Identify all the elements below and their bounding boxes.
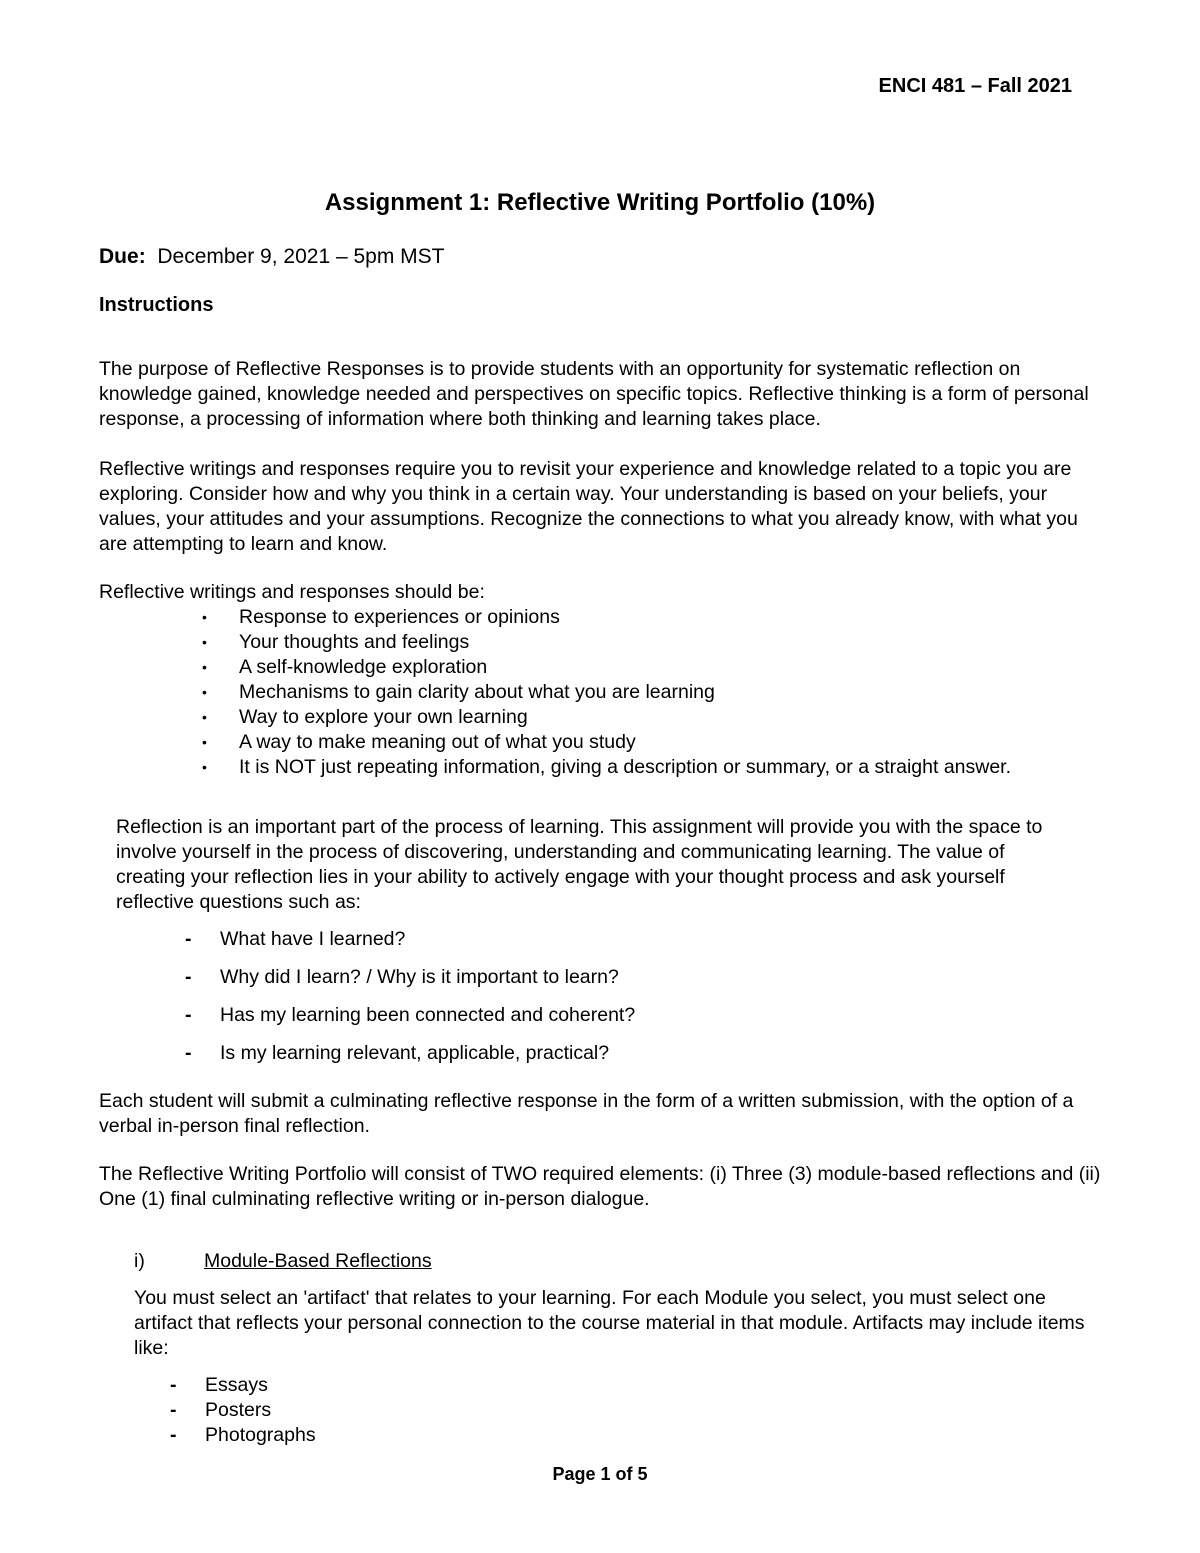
dash-icon: - (185, 1004, 192, 1026)
dash-icon: - (185, 928, 192, 950)
bullet-icon: • (202, 759, 207, 775)
list-item: • Response to experiences or opinions (202, 606, 560, 628)
bullet-icon: • (202, 659, 207, 675)
due-label: Due (99, 245, 139, 268)
list-item: - Posters (170, 1399, 272, 1421)
paragraph-submission: Each student will submit a culminating reflective response in the form of a written submission, with the option of a verbal in-person final reflection. (99, 1090, 1074, 1137)
list-item: • A way to make meaning out of what you study (202, 731, 636, 753)
bullet-icon: • (202, 684, 207, 700)
should-be-list (200, 605, 1100, 780)
paragraph-reflection: Reflection is an important part of the process of learning. This assignment will provide you with the space to involve yourself in the process of discovering, understanding and communicating learning. The value of creating your reflection lies in your ability to actively engage with your thought process and ask yourself reflective questions such as: (116, 816, 1043, 913)
dash-icon: - (185, 1042, 192, 1064)
bullet-icon: • (202, 709, 207, 725)
dash-icon: - (170, 1374, 177, 1396)
dash-icon: - (170, 1424, 177, 1446)
section-number: i) (134, 1250, 145, 1272)
section-title: Module-Based Reflections (204, 1250, 432, 1272)
bullet-icon: • (202, 734, 207, 750)
instructions-heading: Instructions (99, 294, 214, 316)
bullet-icon: • (202, 634, 207, 650)
paragraph-portfolio: The Reflective Writing Portfolio will consist of TWO required elements: (i) Three (3) module-based reflections and (ii) One (1) final culminating reflective writing or in-person dialogue. (99, 1163, 1101, 1210)
should-be-intro: Reflective writings and responses should be: (99, 581, 485, 603)
list-item: • Your thoughts and feelings (202, 631, 470, 653)
due-date (99, 243, 445, 271)
list-item: - Essays (170, 1374, 268, 1396)
course-header: ENCI 481 – Fall 2021 (878, 75, 1072, 97)
due-value: December 9, 2021 – 5pm MST (145, 245, 445, 268)
list-item: • A self-knowledge exploration (202, 656, 488, 678)
dash-icon: - (185, 966, 192, 988)
page-number: Page 1 of 5 (552, 1464, 648, 1484)
list-item: • It is NOT just repeating information, giving a description or summary, or a straight answer. (202, 756, 1012, 778)
dash-icon: - (170, 1399, 177, 1421)
list-item: • Mechanisms to gain clarity about what you are learning (202, 681, 715, 703)
reflective-questions-list (183, 927, 983, 1079)
list-item: - What have I learned? (185, 928, 406, 950)
due-colon: : (138, 245, 146, 268)
list-item: • Way to explore your own learning (202, 706, 528, 728)
list-item: - Photographs (170, 1424, 316, 1446)
paragraph-purpose: The purpose of Reflective Responses is to provide students with an opportunity for systematic reflection on knowledge gained, knowledge needed and perspectives on specific topics. Reflective thinking is a form of personal response, a processing of information where both thinking and learning takes place. (99, 358, 1089, 430)
list-item: - Is my learning relevant, applicable, practical? (185, 1042, 610, 1064)
list-item: - Why did I learn? / Why is it important to learn? (185, 966, 619, 988)
bullet-icon: • (202, 609, 207, 625)
artifacts-list (168, 1373, 768, 1448)
document-title: Assignment 1: Reflective Writing Portfolio (10%) (324, 189, 876, 216)
paragraph-revisit: Reflective writings and responses require you to revisit your experience and knowledge related to a topic you are exploring. Consider how and why you think in a certain way. Your understanding is based on your beliefs, your values, your attitudes and your assumptions. Recognize the connections to what you already know, with what you are attempting to learn and know. (99, 458, 1078, 555)
paragraph-artifact: You must select an 'artifact' that relates to your learning. For each Module you select, you must select one artifact that reflects your personal connection to the course material in that module. Artifacts may include items like: (134, 1287, 1085, 1359)
list-item: - Has my learning been connected and coherent? (185, 1004, 636, 1026)
